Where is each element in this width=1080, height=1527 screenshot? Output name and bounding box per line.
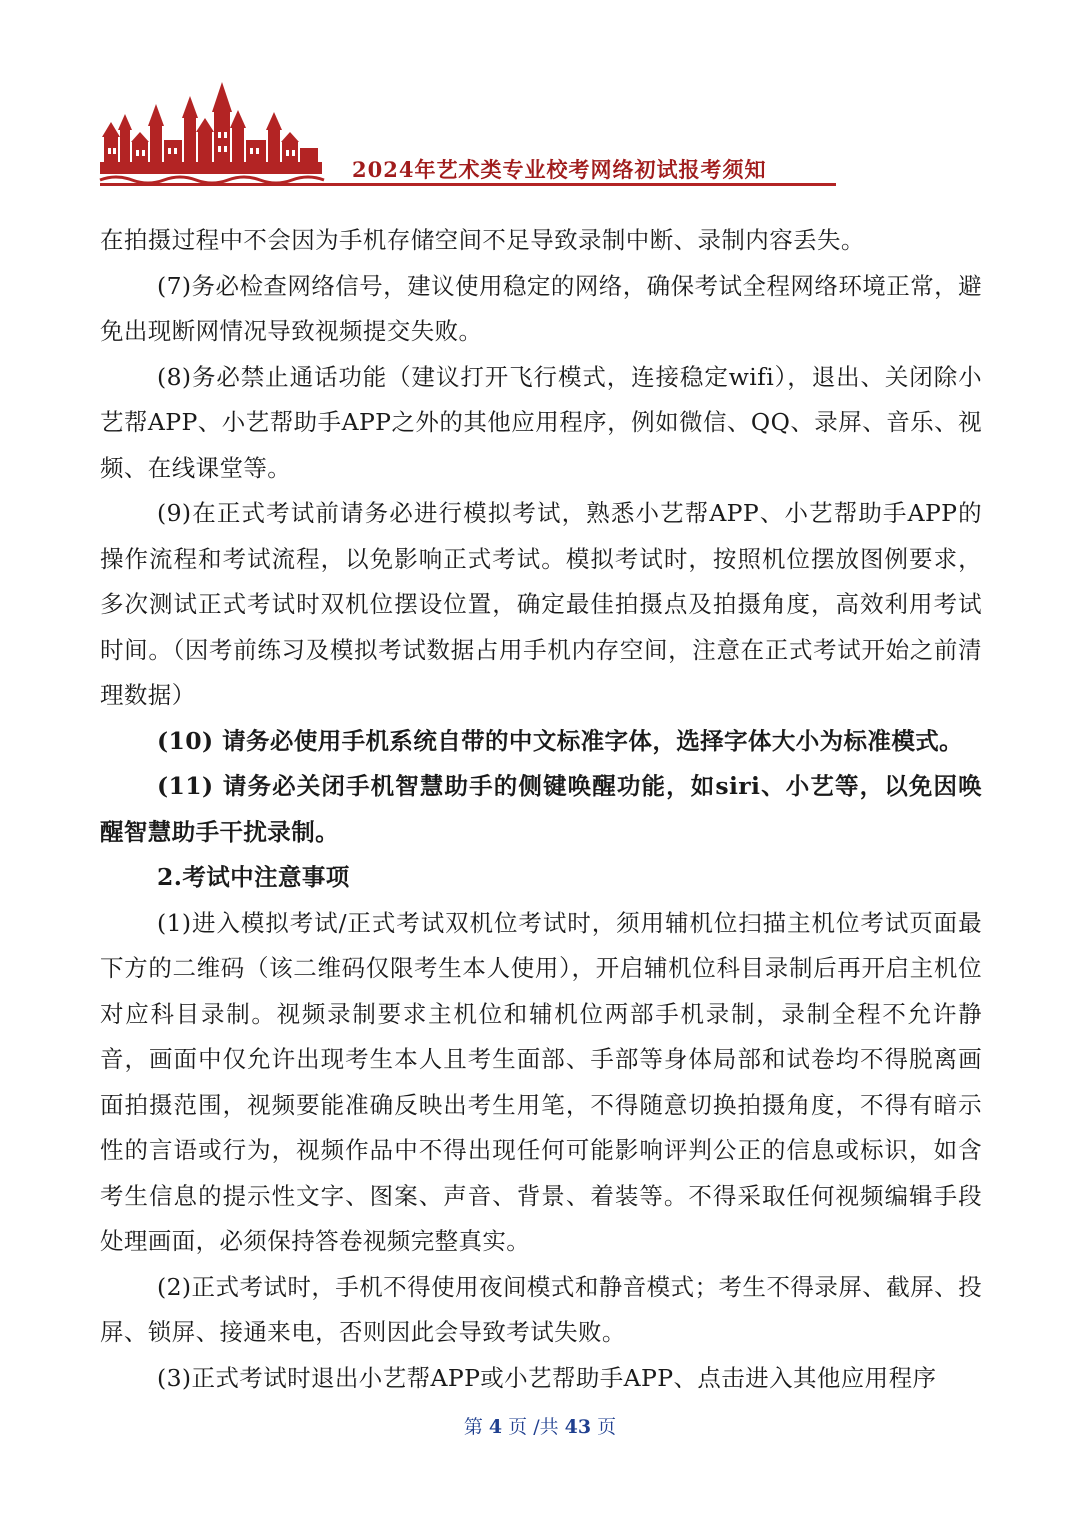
footer-page-number: 4 bbox=[488, 1416, 503, 1438]
footer-suffix: 页 bbox=[597, 1416, 617, 1438]
footer-middle: 页 /共 bbox=[508, 1416, 559, 1438]
footer-total-pages: 43 bbox=[564, 1416, 592, 1438]
page-header bbox=[96, 82, 836, 192]
document-body bbox=[100, 218, 982, 1401]
paragraph-0: 在拍摄过程中不会因为手机存储空间不足导致录制中断、录制内容丢失。 bbox=[100, 226, 865, 254]
paragraph-1: (7)务必检查网络信号，建议使用稳定的网络，确保考试全程网络环境正常，避免出现断网情况导致视频提交失败。 bbox=[100, 271, 982, 345]
paragraph-2: (8)务必禁止通话功能（建议打开飞行模式，连接稳定wifi），退出、关闭除小艺帮APP、小艺帮助手APP之外的其他应用程序，例如微信、QQ、录屏、音乐、视频、在线课堂等。 bbox=[100, 362, 982, 482]
paragraph-9: (3)正式考试时退出小艺帮APP或小艺帮助手APP、点击进入其他应用程序 bbox=[157, 1363, 937, 1392]
footer-prefix: 第 bbox=[463, 1416, 483, 1438]
paragraph-4: (10) 请务必使用手机系统自带的中文标准字体，选择字体大小为标准模式。 bbox=[157, 726, 964, 755]
paragraph-3: (9)在正式考试前请务必进行模拟考试，熟悉小艺帮APP、小艺帮助手APP的操作流程和考试流程，以免影响正式考试。模拟考试时，按照机位摆放图例要求，多次测试正式考试时双机位摆设位置，确定最佳拍摄点及拍摄角度，高效利用考试时间。（因考前练习及模拟考试数据占用手机内存空间，注意在正式考试开始之前清理数据） bbox=[100, 499, 982, 709]
header-title: 2024年艺术类专业校考网络初试报考须知 bbox=[352, 157, 767, 182]
paragraph-7: (1)进入模拟考试/正式考试双机位考试时，须用辅机位扫描主机位考试页面最下方的二维码（该二维码仅限考生本人使用），开启辅机位科目录制后再开启主机位对应科目录制。视频录制要求主机位和辅机位两部手机录制，录制全程不允许静音，画面中仅允许出现考生本人且考生面部、手部等身体局部和试卷均不得脱离画面拍摄范围，视频要能准确反映出考生用笔，不得随意切换拍摄角度，不得有暗示性的言语或行为，视频作品中不得出现任何可能影响评判公正的信息或标识，如含考生信息的提示性文字、图案、声音、背景、着装等。不得采取任何视频编辑手段处理画面，必须保持答卷视频完整真实。 bbox=[100, 908, 982, 1255]
section-heading: 2.考试中注意事项 bbox=[157, 863, 350, 891]
paragraph-5: (11) 请务必关闭手机智慧助手的侧键唤醒功能，如siri、小艺等，以免因唤醒智慧助手干扰录制。 bbox=[100, 772, 982, 846]
page-footer bbox=[0, 1412, 1080, 1439]
paragraph-8: (2)正式考试时，手机不得使用夜间模式和静音模式；考生不得录屏、截屏、投屏、锁屏、接通来电，否则因此会导致考试失败。 bbox=[100, 1272, 982, 1346]
